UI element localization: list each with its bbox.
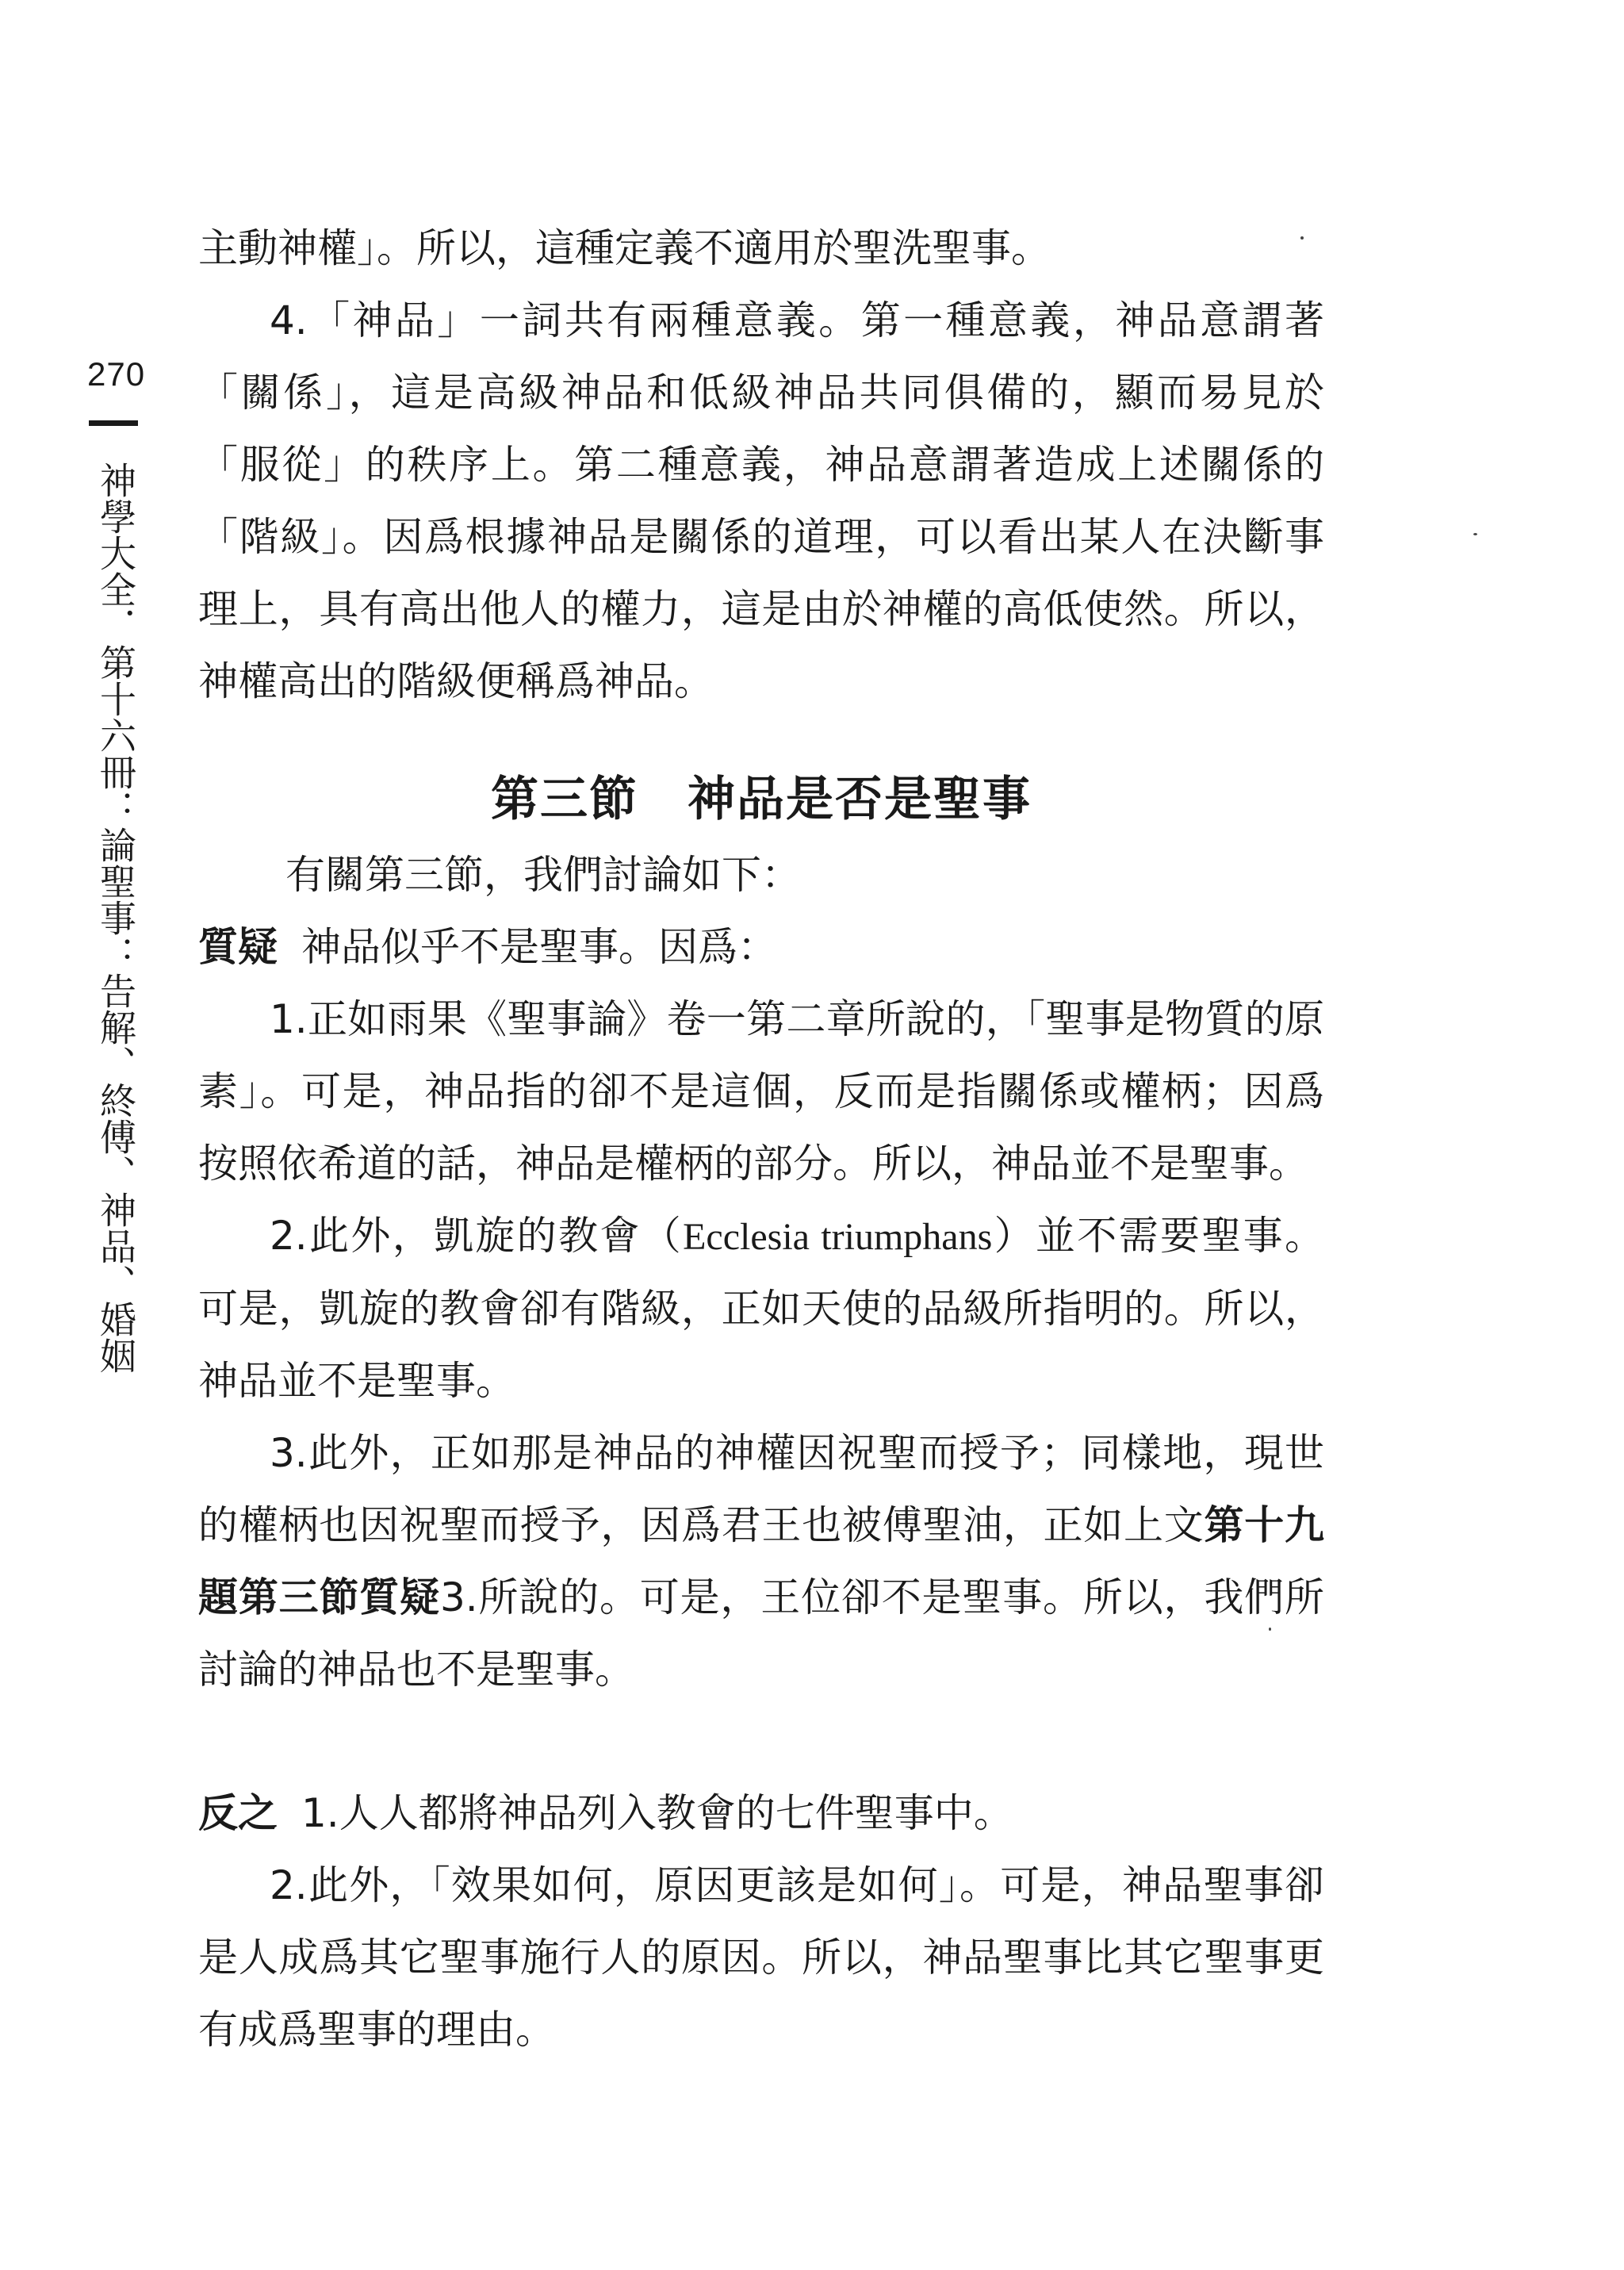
objection-2-text-a: 2.此外，凱旋的教會（: [270, 1213, 684, 1259]
objection-text: 神品似乎不是聖事。因爲：: [301, 924, 777, 970]
section-intro: 有關第三節，我們討論如下：: [285, 852, 801, 898]
paragraph-continuation: 主動神權」。所以，這種定義不適用於聖洗聖事。: [198, 225, 1051, 271]
objection-1: 1.正如雨果《聖事論》卷一第二章所說的，「聖事是物質的原素」。可是，神品指的卻不是這個，反而是指關係或權柄；因爲按照依希道的話，神品是權柄的部分。所以，神品並不是聖事。: [198, 996, 1324, 1187]
objection-3: [198, 1417, 1324, 1706]
contra-label: 反之: [198, 1790, 278, 1836]
latin-term: Ecclesia triumphans: [683, 1216, 993, 1258]
paragraph-item-4: 4.「神品」一詞共有兩種意義。第一種意義，神品意謂著「關係」，這是高級神品和低級神品共同俱備的，顯而易見於「服從」的秩序上。第二種意義，神品意謂著造成上述關係的「階級」。因爲根據神品是關係的道理，可以看出某人在決斷事理上，具有高出他人的權力，這是由於神權的高低使然。所以，神權高出的階級便稱爲神品。: [198, 297, 1324, 704]
scan-speck: [1473, 533, 1477, 535]
running-head: 神學大全．第十六冊：論聖事：告解、終傅、神品、婚姻: [94, 462, 137, 1374]
cross-reference: 第十九題第三節質疑: [198, 1502, 1325, 1620]
section-title: 第三節 神品是否是聖事: [491, 772, 1032, 827]
contra-heading: [198, 1777, 1324, 1850]
page-number: 270: [87, 355, 146, 393]
body-text: [198, 213, 1324, 2066]
page-number-rule: [89, 420, 138, 426]
objection-3-text-b: 3.所說的。可是，王位卻不是聖事。所以，我們所討論的神品也不是聖事。: [198, 1574, 1324, 1693]
objection-3-text-a: 3.此外，正如那是神品的神權因祝聖而授予；同樣地，現世的權柄也因祝聖而授予，因爲君王也被傅聖油，正如上文: [198, 1430, 1324, 1548]
objection-label: 質疑: [198, 924, 278, 970]
objection-2: [198, 1200, 1324, 1417]
objection-2-text-b: ）並不需要聖事。可是，凱旋的教會卻有階級，正如天使的品級所指明的。所以，神品並不是聖事。: [198, 1213, 1324, 1404]
contra-2: 2.此外，「效果如何，原因更該是如何」。可是，神品聖事卻是人成爲其它聖事施行人的原因。所以，神品聖事比其它聖事更有成爲聖事的理由。: [198, 1862, 1324, 2053]
objection-heading: [198, 911, 1324, 984]
contra-1: 1.人人都將神品列入教會的七件聖事中。: [301, 1790, 1013, 1836]
